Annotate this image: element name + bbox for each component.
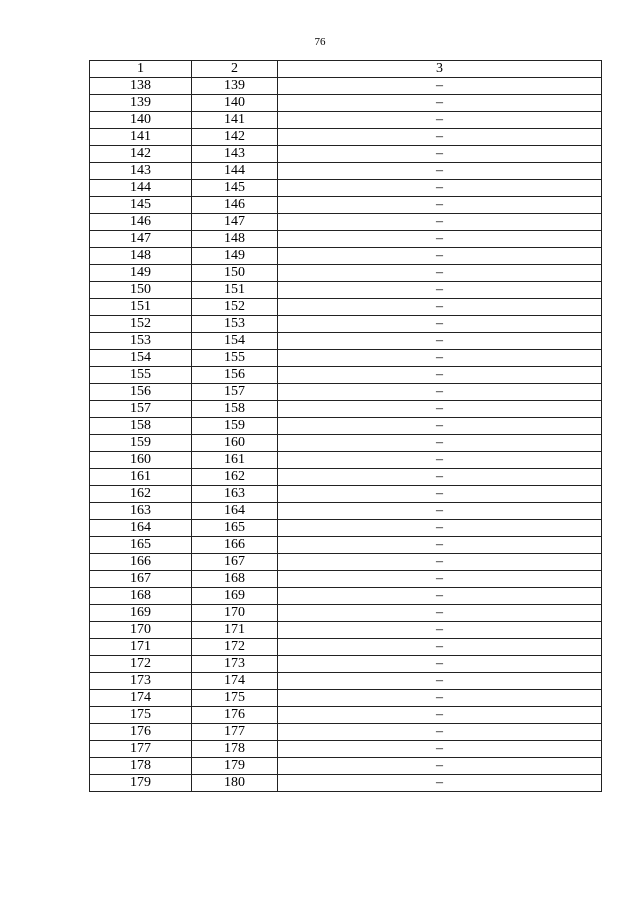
table-cell-col-1: 176 bbox=[90, 724, 192, 741]
table-cell-col-2: 151 bbox=[192, 282, 278, 299]
table-cell-col-3: – bbox=[278, 605, 602, 622]
table-cell-col-3: – bbox=[278, 503, 602, 520]
table-row bbox=[90, 554, 602, 571]
table-cell-col-2: 175 bbox=[192, 690, 278, 707]
table-cell-col-3: – bbox=[278, 673, 602, 690]
table-row bbox=[90, 639, 602, 656]
table-cell-col-3: – bbox=[278, 622, 602, 639]
table-row bbox=[90, 622, 602, 639]
table-cell-col-2: 177 bbox=[192, 724, 278, 741]
table-cell-col-1: 138 bbox=[90, 78, 192, 95]
table-row bbox=[90, 503, 602, 520]
table-cell-col-3: – bbox=[278, 724, 602, 741]
table-row bbox=[90, 401, 602, 418]
table-cell-col-1: 145 bbox=[90, 197, 192, 214]
table-cell-col-2: 167 bbox=[192, 554, 278, 571]
table-cell-col-1: 163 bbox=[90, 503, 192, 520]
table-cell-col-3: – bbox=[278, 282, 602, 299]
table-cell-col-1: 155 bbox=[90, 367, 192, 384]
table-cell-col-2: 164 bbox=[192, 503, 278, 520]
table-cell-col-3: – bbox=[278, 248, 602, 265]
table-cell-col-1: 151 bbox=[90, 299, 192, 316]
table-row bbox=[90, 163, 602, 180]
table-cell-col-2: 173 bbox=[192, 656, 278, 673]
table-cell-col-2: 158 bbox=[192, 401, 278, 418]
table-cell-col-3: – bbox=[278, 384, 602, 401]
table-cell-col-3: – bbox=[278, 537, 602, 554]
table-row bbox=[90, 537, 602, 554]
table-cell-col-3: – bbox=[278, 707, 602, 724]
table-cell-col-3: – bbox=[278, 316, 602, 333]
table-cell-col-1: 148 bbox=[90, 248, 192, 265]
table-cell-col-2: 157 bbox=[192, 384, 278, 401]
table-cell-col-2: 178 bbox=[192, 741, 278, 758]
table-row bbox=[90, 673, 602, 690]
table-cell-col-3: – bbox=[278, 775, 602, 792]
table-cell-col-1: 147 bbox=[90, 231, 192, 248]
table-cell-col-2: 168 bbox=[192, 571, 278, 588]
table-cell-col-2: 152 bbox=[192, 299, 278, 316]
table-cell-col-2: 161 bbox=[192, 452, 278, 469]
table-row bbox=[90, 452, 602, 469]
table-cell-col-3: – bbox=[278, 656, 602, 673]
table-cell-col-1: 140 bbox=[90, 112, 192, 129]
table-cell-col-1: 149 bbox=[90, 265, 192, 282]
table-cell-col-2: 165 bbox=[192, 520, 278, 537]
table-cell-col-3: – bbox=[278, 401, 602, 418]
table-cell-col-3: – bbox=[278, 639, 602, 656]
table-cell-col-3: – bbox=[278, 571, 602, 588]
table-cell-col-3: – bbox=[278, 418, 602, 435]
table-cell-col-2: 179 bbox=[192, 758, 278, 775]
table-cell-col-3: – bbox=[278, 129, 602, 146]
table-cell-col-1: 144 bbox=[90, 180, 192, 197]
table-cell-col-2: 139 bbox=[192, 78, 278, 95]
table-cell-col-1: 143 bbox=[90, 163, 192, 180]
document-table-container bbox=[89, 60, 601, 792]
table-cell-col-1: 146 bbox=[90, 214, 192, 231]
table-cell-col-3: – bbox=[278, 350, 602, 367]
table-cell-col-2: 170 bbox=[192, 605, 278, 622]
table-row bbox=[90, 214, 602, 231]
table-row bbox=[90, 707, 602, 724]
table-cell-col-1: 142 bbox=[90, 146, 192, 163]
table-cell-col-2: 144 bbox=[192, 163, 278, 180]
table-cell-col-2: 176 bbox=[192, 707, 278, 724]
table-row bbox=[90, 248, 602, 265]
table-cell-col-3: – bbox=[278, 588, 602, 605]
table-cell-col-3: – bbox=[278, 112, 602, 129]
table-cell-col-1: 159 bbox=[90, 435, 192, 452]
table-row bbox=[90, 112, 602, 129]
table-cell-col-1: 157 bbox=[90, 401, 192, 418]
table-row bbox=[90, 724, 602, 741]
table-cell-col-1: 164 bbox=[90, 520, 192, 537]
table-row bbox=[90, 95, 602, 112]
table-cell-col-2: 162 bbox=[192, 469, 278, 486]
table-cell-col-2: 145 bbox=[192, 180, 278, 197]
table-cell-col-3: – bbox=[278, 452, 602, 469]
table-row bbox=[90, 78, 602, 95]
table-cell-col-1: 169 bbox=[90, 605, 192, 622]
table-cell-col-2: 172 bbox=[192, 639, 278, 656]
table-cell-col-1: 170 bbox=[90, 622, 192, 639]
table-row bbox=[90, 418, 602, 435]
table-cell-col-2: 171 bbox=[192, 622, 278, 639]
table-cell-col-1: 171 bbox=[90, 639, 192, 656]
table-cell-col-1: 153 bbox=[90, 333, 192, 350]
table-cell-col-2: 148 bbox=[192, 231, 278, 248]
table-body bbox=[90, 78, 602, 792]
table-cell-col-2: 147 bbox=[192, 214, 278, 231]
table-cell-col-1: 166 bbox=[90, 554, 192, 571]
table-row bbox=[90, 333, 602, 350]
table-cell-col-2: 153 bbox=[192, 316, 278, 333]
table-cell-col-2: 174 bbox=[192, 673, 278, 690]
table-cell-col-1: 168 bbox=[90, 588, 192, 605]
table-row bbox=[90, 741, 602, 758]
table-cell-col-3: – bbox=[278, 163, 602, 180]
table-cell-col-2: 142 bbox=[192, 129, 278, 146]
table-cell-col-2: 154 bbox=[192, 333, 278, 350]
table-row bbox=[90, 197, 602, 214]
table-cell-col-1: 154 bbox=[90, 350, 192, 367]
table-cell-col-1: 165 bbox=[90, 537, 192, 554]
document-table bbox=[89, 60, 602, 792]
table-cell-col-2: 166 bbox=[192, 537, 278, 554]
table-cell-col-3: – bbox=[278, 197, 602, 214]
table-row bbox=[90, 231, 602, 248]
table-row bbox=[90, 299, 602, 316]
table-cell-col-3: – bbox=[278, 214, 602, 231]
table-cell-col-1: 167 bbox=[90, 571, 192, 588]
table-cell-col-3: – bbox=[278, 78, 602, 95]
table-row bbox=[90, 350, 602, 367]
table-cell-col-1: 161 bbox=[90, 469, 192, 486]
table-cell-col-3: – bbox=[278, 520, 602, 537]
table-cell-col-3: – bbox=[278, 265, 602, 282]
table-cell-col-3: – bbox=[278, 690, 602, 707]
table-cell-col-2: 141 bbox=[192, 112, 278, 129]
table-row bbox=[90, 367, 602, 384]
table-cell-col-1: 177 bbox=[90, 741, 192, 758]
table-cell-col-1: 172 bbox=[90, 656, 192, 673]
table-cell-col-3: – bbox=[278, 299, 602, 316]
table-cell-col-1: 152 bbox=[90, 316, 192, 333]
table-cell-col-1: 179 bbox=[90, 775, 192, 792]
table-row bbox=[90, 316, 602, 333]
table-cell-col-3: – bbox=[278, 180, 602, 197]
table-row bbox=[90, 384, 602, 401]
column-header-1: 1 bbox=[90, 61, 192, 78]
table-row bbox=[90, 180, 602, 197]
table-row bbox=[90, 265, 602, 282]
table-cell-col-2: 150 bbox=[192, 265, 278, 282]
table-row bbox=[90, 435, 602, 452]
table-cell-col-1: 175 bbox=[90, 707, 192, 724]
table-cell-col-3: – bbox=[278, 231, 602, 248]
table-row bbox=[90, 282, 602, 299]
table-cell-col-2: 155 bbox=[192, 350, 278, 367]
table-cell-col-1: 174 bbox=[90, 690, 192, 707]
table-cell-col-2: 180 bbox=[192, 775, 278, 792]
column-header-2: 2 bbox=[192, 61, 278, 78]
table-cell-col-3: – bbox=[278, 469, 602, 486]
table-cell-col-2: 146 bbox=[192, 197, 278, 214]
table-cell-col-3: – bbox=[278, 554, 602, 571]
table-row bbox=[90, 146, 602, 163]
table-cell-col-3: – bbox=[278, 486, 602, 503]
table-cell-col-3: – bbox=[278, 758, 602, 775]
table-row bbox=[90, 129, 602, 146]
table-row bbox=[90, 758, 602, 775]
column-header-3: 3 bbox=[278, 61, 602, 78]
table-cell-col-2: 143 bbox=[192, 146, 278, 163]
page-number: 76 bbox=[314, 36, 326, 48]
table-cell-col-1: 141 bbox=[90, 129, 192, 146]
table-cell-col-2: 149 bbox=[192, 248, 278, 265]
table-cell-col-1: 162 bbox=[90, 486, 192, 503]
table-cell-col-2: 159 bbox=[192, 418, 278, 435]
table-cell-col-3: – bbox=[278, 435, 602, 452]
table-cell-col-2: 169 bbox=[192, 588, 278, 605]
table-cell-col-3: – bbox=[278, 333, 602, 350]
table-cell-col-2: 163 bbox=[192, 486, 278, 503]
table-cell-col-2: 156 bbox=[192, 367, 278, 384]
table-row bbox=[90, 605, 602, 622]
table-row bbox=[90, 775, 602, 792]
table-row bbox=[90, 469, 602, 486]
table-cell-col-2: 140 bbox=[192, 95, 278, 112]
table-header-row bbox=[90, 61, 602, 78]
table-row bbox=[90, 656, 602, 673]
table-cell-col-1: 178 bbox=[90, 758, 192, 775]
table-cell-col-3: – bbox=[278, 367, 602, 384]
table-cell-col-1: 139 bbox=[90, 95, 192, 112]
table-cell-col-2: 160 bbox=[192, 435, 278, 452]
table-cell-col-3: – bbox=[278, 741, 602, 758]
table-cell-col-3: – bbox=[278, 146, 602, 163]
table-cell-col-1: 158 bbox=[90, 418, 192, 435]
table-row bbox=[90, 588, 602, 605]
table-row bbox=[90, 520, 602, 537]
table-row bbox=[90, 690, 602, 707]
table-cell-col-1: 150 bbox=[90, 282, 192, 299]
table-cell-col-1: 160 bbox=[90, 452, 192, 469]
table-cell-col-3: – bbox=[278, 95, 602, 112]
table-row bbox=[90, 486, 602, 503]
table-row bbox=[90, 571, 602, 588]
table-cell-col-1: 156 bbox=[90, 384, 192, 401]
table-cell-col-1: 173 bbox=[90, 673, 192, 690]
